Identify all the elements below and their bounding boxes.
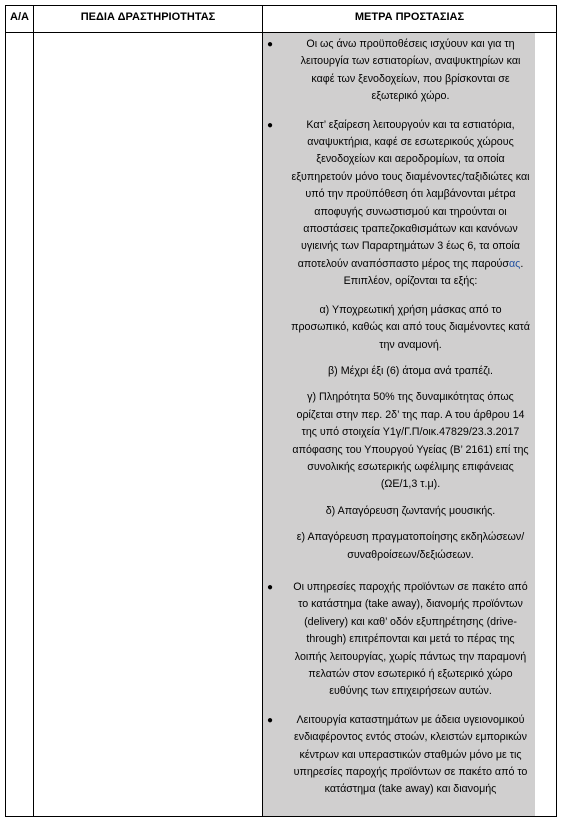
bullet-icon: ●	[267, 581, 274, 593]
measure-text: Οι ως άνω προϋποθέσεις ισχύουν και για τη λειτουργία των εστιατορίων, αναψυκτηρίων και καφέ των ξενοδοχείων, που βρίσκονται σε εξωτερικό χώρο.	[300, 38, 521, 103]
sub-item: α) Υποχρεωτική χρήση μάσκας από το προσωπικό, καθώς και από τους διαμένοντες κατά την αναμονή.	[291, 303, 530, 351]
list-item	[263, 579, 535, 701]
sub-item: ε) Απαγόρευση πραγματοποίησης εκδηλώσεων/συναθροίσεων/δεξιώσεων.	[296, 531, 525, 561]
list-item	[263, 36, 535, 106]
highlighted-text: ας	[508, 257, 521, 270]
header-measures: ΜΕΤΡΑ ΠΡΟΣΤΑΣΙΑΣ	[354, 11, 465, 23]
header-aa: Α/Α	[10, 11, 29, 23]
measures-table	[5, 5, 557, 817]
measure-text: Κατ’ εξαίρεση λειτουργούν και τα εστιατόρια, αναψυκτήρια, καφέ σε εσωτερικούς χώρους ξενοδοχείων και αεροδρομίων, τα οποία εξυπηρετούν μόνο τους διαμένοντες/ταξιδιώτες και υπό την προϋπόθεση ότι λαμβάνονται μέτρα αποφυγής συνωστισμού και τηρούνται οι αποστάσεις τραπεζοκαθισμάτων και κανόνων υγιεινής των Παραρτημάτων 3 έως 6, τα οποία αποτελούν αναπόσπαστο μέρος της παρούσ	[291, 118, 530, 270]
sub-item: δ) Απαγόρευση ζωντανής μουσικής.	[325, 504, 496, 517]
measures-cell	[263, 33, 535, 816]
column-divider	[33, 6, 34, 816]
list-item	[263, 712, 535, 799]
bullet-icon: ●	[267, 714, 274, 726]
sub-item: γ) Πληρότητα 50% της δυναμικότητας όπως ορίζεται στην περ. 2δ’ της παρ. Α του άρθρου 14 της υπό στοιχεία Υ1γ/Γ.Π/οικ.47829/23.3.2017 απόφασης του Υπουργού Υγείας (Β’ 2161) επί της συνολικής εσωτερικής ωφέλιμης επιφάνειας (ΩΕ/1,3 τ.μ).	[292, 391, 529, 491]
sub-item: β) Μέχρι έξι (6) άτομα ανά τραπέζι.	[328, 364, 493, 377]
header-fields: ΠΕΔΙΑ ΔΡΑΣΤΗΡΙΟΤΗΤΑΣ	[80, 11, 216, 23]
measure-text: Λειτουργία καταστημάτων με άδεια υγειονομικού ενδιαφέροντος εντός στοών, κλειστών εμπορικών κέντρων και υπεραστικών σταθμών μόνο με τις υπηρεσίες παροχής προϊόντων σε πακέτο από το κατάστημα (take away) και διανομής	[293, 713, 528, 796]
bullet-icon: ●	[267, 119, 274, 131]
list-item	[263, 117, 535, 291]
measure-text: Οι υπηρεσίες παροχής προϊόντων σε πακέτο από το κατάστημα (take away), διανομής προϊόντων (delivery) και καθ’ οδόν εξυπηρέτησης (drive-through) επιτρέπονται και μετά το πέρας της λοιπής λειτουργίας, χωρίς πάντως την παραμονή πελατών στον εσωτερικό ή εξωτερικό χώρο ευθύνης των επιχειρήσεων αυτών.	[293, 580, 528, 698]
measure-text: . Επιπλέον, ορίζονται τα εξής:	[343, 257, 524, 288]
bullet-icon: ●	[267, 39, 274, 50]
